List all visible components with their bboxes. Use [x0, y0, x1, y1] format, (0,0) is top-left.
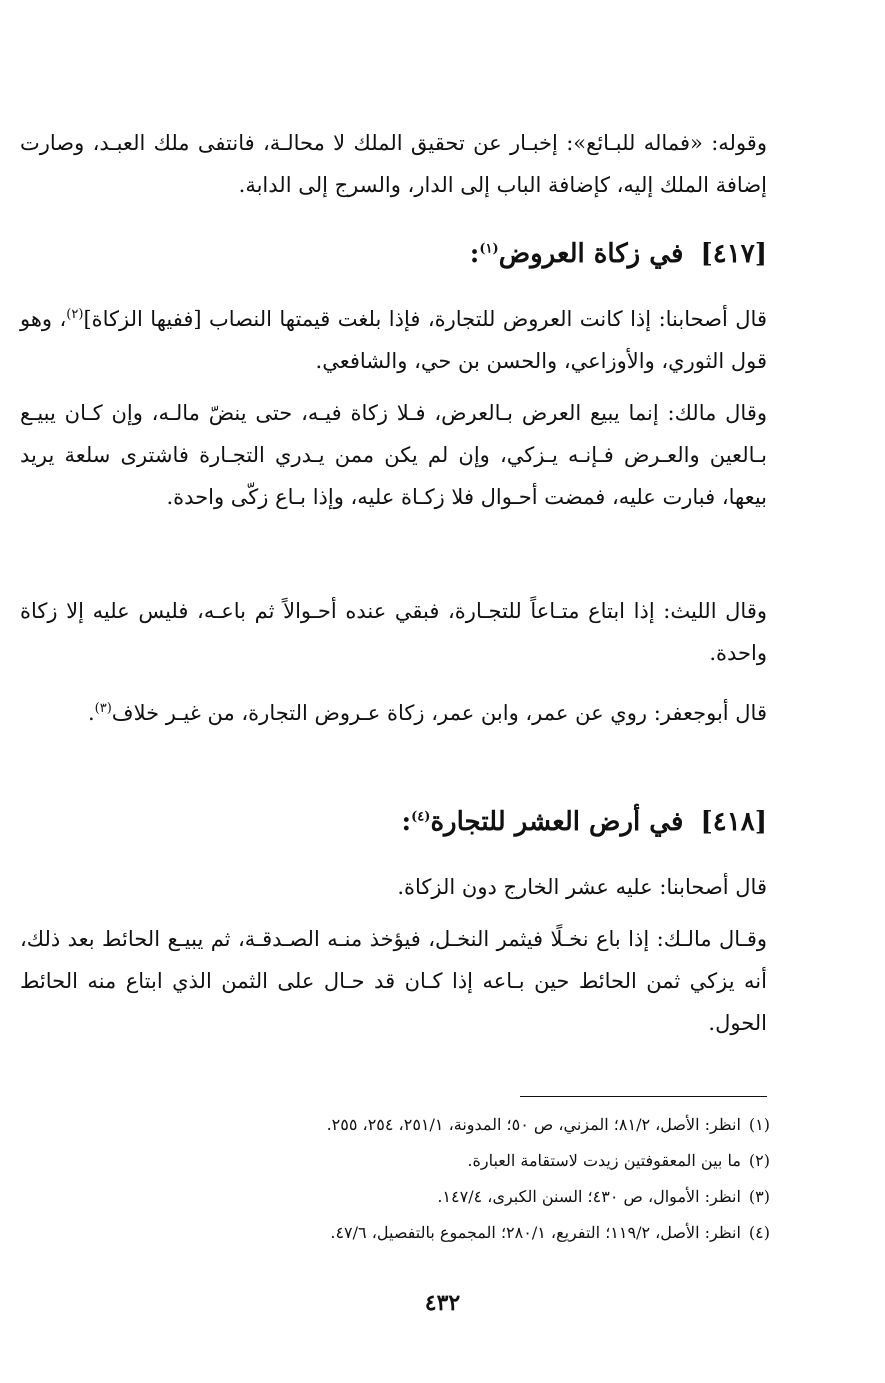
footnote-text: انظر: الأموال، ص ٤٣٠؛ السنن الكبرى، ١٤٧/٤. [437, 1187, 741, 1206]
footnote-text: انظر: الأصل، ١١٩/٢؛ التفريع، ٢٨٠/١؛ المجموع بالتفصيل، ٤٧/٦. [330, 1223, 741, 1242]
section-title: في أرض العشر للتجارة [430, 807, 684, 837]
heading-colon: : [401, 807, 412, 837]
paragraph-text: قال أصحابنا: إذا كانت العروض للتجارة، فإذا بلغت قيمتها النصاب [ففيها الزكاة] [83, 307, 767, 331]
section-heading-417 [20, 234, 767, 274]
section-title: في زكاة العروض [498, 239, 684, 269]
paragraph-1: وقوله: «فماله للبـائع»: إخبـار عن تحقيق الملك لا محالـة، فانتفى ملك العبـد، وصارت إضافة الملك إليه، كإضافة الباب إلى الدار، والسرج إلى الدابة. [20, 131, 767, 197]
paragraph-text: . [87, 701, 95, 725]
section-number: [٤١٨] [700, 807, 767, 837]
footnote-ref: (١) [479, 241, 499, 257]
footnote-3 [80, 1184, 770, 1210]
paragraph-5 [20, 692, 767, 734]
paragraph-text: قال أبوجعفر: روي عن عمر، وابن عمر، زكاة عـروض التجارة، من غيـر خلاف [111, 701, 767, 725]
paragraph-4: وقال الليث: إذا ابتاع متـاعاً للتجـارة، فبقي عنده أحـوالاً ثم باعـه، فليس عليه إلا زكاة واحدة. [20, 599, 767, 665]
footnote-4 [80, 1220, 770, 1246]
footnote-text: ما بين المعقوفتين زيدت لاستقامة العبارة. [467, 1151, 741, 1170]
paragraph-7: وقـال مالـك: إذا باع نخـلًا فيثمر النخـل، فيؤخذ منـه الصـدقـة، ثم يبيـع الحائط بعد ذلك، أنه يزكي ثمن الحائط حين بـاعه إذا كـان قد حـال على الثمن الذي ابتاع منه الحائط الحول. [20, 927, 767, 1035]
footnote-mark: (٣) [748, 1187, 770, 1206]
section-heading-418 [20, 802, 767, 842]
footnote-ref: (٤) [411, 809, 431, 825]
footnote-text: انظر: الأصل، ٨١/٢؛ المزني، ص ٥٠؛ المدونة، ٢٥١/١، ٢٥٤، ٢٥٥. [326, 1115, 741, 1134]
paragraph-2 [20, 298, 767, 382]
footnote-mark: (٤) [748, 1223, 770, 1242]
paragraph-3: وقال مالك: إنما يبيع العرض بـالعرض، فـلا زكاة فيـه، حتى ينضّ مالـه، وإن كـان يبيـع بـالعين والعـرض فـإنـه يـزكي، وإن لم يكن ممن يـدري التجـارة فاشترى سلعة يريد بيعها، فبارت عليه، فمضت أحـوال فلا زكـاة عليه، وإذا بـاع زكّى واحدة. [20, 401, 767, 509]
footnote-ref: (٣) [94, 701, 112, 716]
footnote-ref: (٢) [66, 307, 84, 322]
paragraph-6: قال أصحابنا: عليه عشر الخارج دون الزكاة. [397, 875, 767, 899]
heading-colon: : [469, 239, 480, 269]
section-number: [٤١٧] [700, 239, 767, 269]
footnote-mark: (٢) [748, 1151, 770, 1170]
footnote-1 [80, 1112, 770, 1138]
footnote-divider [520, 1096, 767, 1097]
footnote-mark: (١) [748, 1115, 770, 1134]
page-number: ٤٣٢ [424, 1290, 461, 1316]
footnote-2 [80, 1148, 770, 1174]
paragraph-text: ، وهو قول الثوري، والأوزاعي، والحسن بن حي، والشافعي. [20, 307, 767, 373]
